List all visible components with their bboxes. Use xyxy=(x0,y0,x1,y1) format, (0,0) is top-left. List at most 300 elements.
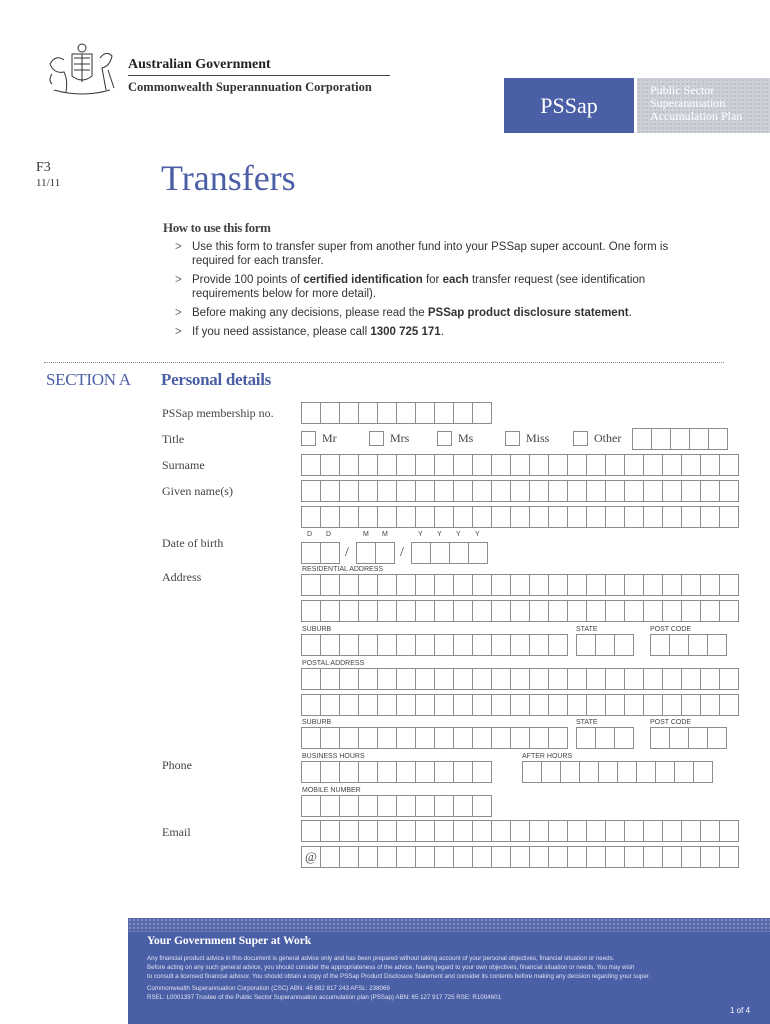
input-cell[interactable] xyxy=(415,480,435,502)
input-cell[interactable] xyxy=(339,506,359,528)
postal-address-input-line-2[interactable] xyxy=(301,694,738,716)
input-cell[interactable] xyxy=(700,454,720,476)
input-cell[interactable] xyxy=(548,634,568,656)
input-cell[interactable] xyxy=(548,846,568,868)
input-cell[interactable] xyxy=(377,820,397,842)
input-cell[interactable] xyxy=(320,506,340,528)
input-cell[interactable] xyxy=(415,574,435,596)
input-cell[interactable] xyxy=(491,668,511,690)
input-cell[interactable] xyxy=(510,454,530,476)
input-cell[interactable] xyxy=(396,600,416,622)
input-cell[interactable] xyxy=(434,727,454,749)
input-cell[interactable] xyxy=(320,820,340,842)
input-cell[interactable] xyxy=(415,727,435,749)
input-cell[interactable] xyxy=(624,506,644,528)
input-cell[interactable] xyxy=(624,668,644,690)
input-cell[interactable] xyxy=(529,574,549,596)
input-cell[interactable] xyxy=(681,600,701,622)
input-cell[interactable] xyxy=(567,694,587,716)
input-cell[interactable] xyxy=(396,761,416,783)
input-cell[interactable] xyxy=(396,820,416,842)
input-cell[interactable] xyxy=(586,846,606,868)
input-cell[interactable] xyxy=(541,761,561,783)
input-cell[interactable] xyxy=(468,542,488,564)
title-mrs-checkbox[interactable] xyxy=(369,431,384,446)
input-cell[interactable] xyxy=(472,454,492,476)
input-cell[interactable] xyxy=(567,668,587,690)
input-cell[interactable] xyxy=(415,846,435,868)
input-cell[interactable] xyxy=(491,634,511,656)
input-cell[interactable] xyxy=(719,694,739,716)
input-cell[interactable] xyxy=(472,634,492,656)
input-cell[interactable] xyxy=(472,727,492,749)
input-cell[interactable] xyxy=(377,506,397,528)
input-cell[interactable] xyxy=(681,668,701,690)
input-cell[interactable] xyxy=(529,506,549,528)
input-cell[interactable] xyxy=(339,454,359,476)
input-cell[interactable] xyxy=(605,574,625,596)
input-cell[interactable] xyxy=(415,402,435,424)
input-cell[interactable] xyxy=(700,820,720,842)
input-cell[interactable] xyxy=(491,574,511,596)
input-cell[interactable] xyxy=(586,600,606,622)
input-cell[interactable] xyxy=(605,668,625,690)
input-cell[interactable] xyxy=(396,574,416,596)
input-cell[interactable] xyxy=(719,600,739,622)
input-cell[interactable] xyxy=(491,600,511,622)
input-cell[interactable] xyxy=(605,820,625,842)
input-cell[interactable] xyxy=(301,480,321,502)
input-cell[interactable] xyxy=(529,727,549,749)
input-cell[interactable] xyxy=(662,694,682,716)
input-cell[interactable] xyxy=(510,694,530,716)
after-hours-phone-input[interactable] xyxy=(522,761,712,783)
input-cell[interactable] xyxy=(669,727,689,749)
input-cell[interactable] xyxy=(708,428,728,450)
input-cell[interactable] xyxy=(491,694,511,716)
input-cell[interactable] xyxy=(453,795,473,817)
title-ms-checkbox[interactable] xyxy=(437,431,452,446)
input-cell[interactable] xyxy=(605,480,625,502)
input-cell[interactable] xyxy=(472,574,492,596)
input-cell[interactable] xyxy=(548,480,568,502)
input-cell[interactable] xyxy=(320,846,340,868)
surname-input[interactable] xyxy=(301,454,738,476)
pds-link[interactable]: PSSap product disclosure statement xyxy=(427,307,629,319)
input-cell[interactable] xyxy=(472,820,492,842)
input-cell[interactable] xyxy=(358,454,378,476)
input-cell[interactable] xyxy=(396,668,416,690)
input-cell[interactable] xyxy=(415,761,435,783)
input-cell[interactable] xyxy=(662,574,682,596)
input-cell[interactable] xyxy=(415,506,435,528)
input-cell[interactable] xyxy=(339,795,359,817)
input-cell[interactable] xyxy=(548,820,568,842)
input-cell[interactable] xyxy=(377,574,397,596)
input-cell[interactable] xyxy=(358,506,378,528)
input-cell[interactable] xyxy=(396,727,416,749)
input-cell[interactable] xyxy=(377,846,397,868)
input-cell[interactable] xyxy=(643,454,663,476)
input-cell[interactable] xyxy=(586,454,606,476)
input-cell[interactable] xyxy=(434,694,454,716)
input-cell[interactable] xyxy=(719,668,739,690)
input-cell[interactable] xyxy=(415,694,435,716)
input-cell[interactable] xyxy=(358,402,378,424)
input-cell[interactable] xyxy=(320,542,340,564)
input-cell[interactable] xyxy=(453,402,473,424)
email-domain-input[interactable] xyxy=(320,846,738,868)
title-other-input[interactable] xyxy=(632,428,727,450)
input-cell[interactable] xyxy=(643,574,663,596)
input-cell[interactable] xyxy=(434,634,454,656)
input-cell[interactable] xyxy=(453,454,473,476)
input-cell[interactable] xyxy=(453,846,473,868)
input-cell[interactable] xyxy=(700,846,720,868)
input-cell[interactable] xyxy=(643,820,663,842)
input-cell[interactable] xyxy=(491,846,511,868)
input-cell[interactable] xyxy=(632,428,652,450)
input-cell[interactable] xyxy=(358,727,378,749)
input-cell[interactable] xyxy=(548,574,568,596)
given-names-input-line-2[interactable] xyxy=(301,506,738,528)
input-cell[interactable] xyxy=(510,506,530,528)
postal-postcode-input[interactable] xyxy=(650,727,726,749)
input-cell[interactable] xyxy=(662,600,682,622)
input-cell[interactable] xyxy=(320,574,340,596)
input-cell[interactable] xyxy=(681,454,701,476)
input-cell[interactable] xyxy=(356,542,376,564)
input-cell[interactable] xyxy=(674,761,694,783)
input-cell[interactable] xyxy=(358,795,378,817)
input-cell[interactable] xyxy=(358,846,378,868)
input-cell[interactable] xyxy=(567,454,587,476)
input-cell[interactable] xyxy=(453,634,473,656)
input-cell[interactable] xyxy=(624,454,644,476)
postal-suburb-input[interactable] xyxy=(301,727,567,749)
input-cell[interactable] xyxy=(548,600,568,622)
input-cell[interactable] xyxy=(301,402,321,424)
input-cell[interactable] xyxy=(320,600,340,622)
input-cell[interactable] xyxy=(491,506,511,528)
input-cell[interactable] xyxy=(662,820,682,842)
email-input[interactable] xyxy=(301,820,738,842)
input-cell[interactable] xyxy=(586,694,606,716)
input-cell[interactable] xyxy=(472,795,492,817)
input-cell[interactable] xyxy=(434,480,454,502)
input-cell[interactable] xyxy=(650,634,670,656)
input-cell[interactable] xyxy=(320,694,340,716)
input-cell[interactable] xyxy=(605,600,625,622)
input-cell[interactable] xyxy=(567,600,587,622)
input-cell[interactable] xyxy=(662,480,682,502)
input-cell[interactable] xyxy=(605,694,625,716)
input-cell[interactable] xyxy=(301,506,321,528)
input-cell[interactable] xyxy=(719,574,739,596)
input-cell[interactable] xyxy=(472,694,492,716)
input-cell[interactable] xyxy=(586,820,606,842)
input-cell[interactable] xyxy=(681,694,701,716)
input-cell[interactable] xyxy=(605,506,625,528)
input-cell[interactable] xyxy=(358,480,378,502)
input-cell[interactable] xyxy=(339,727,359,749)
input-cell[interactable] xyxy=(681,574,701,596)
input-cell[interactable] xyxy=(377,727,397,749)
input-cell[interactable] xyxy=(358,668,378,690)
input-cell[interactable] xyxy=(377,795,397,817)
input-cell[interactable] xyxy=(339,480,359,502)
input-cell[interactable] xyxy=(700,600,720,622)
input-cell[interactable] xyxy=(491,727,511,749)
state-input[interactable] xyxy=(576,634,633,656)
input-cell[interactable] xyxy=(358,761,378,783)
input-cell[interactable] xyxy=(529,820,549,842)
input-cell[interactable] xyxy=(510,727,530,749)
input-cell[interactable] xyxy=(586,574,606,596)
input-cell[interactable] xyxy=(396,506,416,528)
input-cell[interactable] xyxy=(320,634,340,656)
input-cell[interactable] xyxy=(567,846,587,868)
input-cell[interactable] xyxy=(651,428,671,450)
input-cell[interactable] xyxy=(411,542,431,564)
input-cell[interactable] xyxy=(301,454,321,476)
input-cell[interactable] xyxy=(548,668,568,690)
postal-address-input[interactable] xyxy=(301,668,738,690)
input-cell[interactable] xyxy=(681,820,701,842)
input-cell[interactable] xyxy=(358,600,378,622)
input-cell[interactable] xyxy=(377,402,397,424)
input-cell[interactable] xyxy=(529,846,549,868)
input-cell[interactable] xyxy=(624,820,644,842)
input-cell[interactable] xyxy=(472,668,492,690)
input-cell[interactable] xyxy=(510,846,530,868)
input-cell[interactable] xyxy=(529,668,549,690)
mobile-phone-input[interactable] xyxy=(301,795,491,817)
input-cell[interactable] xyxy=(301,727,321,749)
input-cell[interactable] xyxy=(415,454,435,476)
input-cell[interactable] xyxy=(339,694,359,716)
input-cell[interactable] xyxy=(529,634,549,656)
input-cell[interactable] xyxy=(491,480,511,502)
residential-address-input-line-2[interactable] xyxy=(301,600,738,622)
input-cell[interactable] xyxy=(567,820,587,842)
input-cell[interactable] xyxy=(700,506,720,528)
input-cell[interactable] xyxy=(339,600,359,622)
input-cell[interactable] xyxy=(434,846,454,868)
input-cell[interactable] xyxy=(434,454,454,476)
input-cell[interactable] xyxy=(377,668,397,690)
input-cell[interactable] xyxy=(377,480,397,502)
input-cell[interactable] xyxy=(707,727,727,749)
input-cell[interactable] xyxy=(598,761,618,783)
input-cell[interactable] xyxy=(655,761,675,783)
input-cell[interactable] xyxy=(472,761,492,783)
input-cell[interactable] xyxy=(693,761,713,783)
input-cell[interactable] xyxy=(320,668,340,690)
input-cell[interactable] xyxy=(662,454,682,476)
input-cell[interactable] xyxy=(358,574,378,596)
input-cell[interactable] xyxy=(301,761,321,783)
input-cell[interactable] xyxy=(643,506,663,528)
input-cell[interactable] xyxy=(689,428,709,450)
input-cell[interactable] xyxy=(377,694,397,716)
postal-state-input[interactable] xyxy=(576,727,633,749)
input-cell[interactable] xyxy=(576,727,596,749)
input-cell[interactable] xyxy=(670,428,690,450)
input-cell[interactable] xyxy=(301,542,321,564)
input-cell[interactable] xyxy=(415,795,435,817)
input-cell[interactable] xyxy=(415,600,435,622)
input-cell[interactable] xyxy=(415,668,435,690)
input-cell[interactable] xyxy=(301,574,321,596)
input-cell[interactable] xyxy=(453,600,473,622)
input-cell[interactable] xyxy=(579,761,599,783)
input-cell[interactable] xyxy=(681,846,701,868)
input-cell[interactable] xyxy=(375,542,395,564)
input-cell[interactable] xyxy=(301,668,321,690)
input-cell[interactable] xyxy=(529,454,549,476)
input-cell[interactable] xyxy=(688,634,708,656)
input-cell[interactable] xyxy=(510,480,530,502)
input-cell[interactable] xyxy=(700,694,720,716)
input-cell[interactable] xyxy=(358,820,378,842)
input-cell[interactable] xyxy=(719,480,739,502)
input-cell[interactable] xyxy=(472,402,492,424)
input-cell[interactable] xyxy=(595,727,615,749)
input-cell[interactable] xyxy=(396,795,416,817)
input-cell[interactable] xyxy=(719,846,739,868)
input-cell[interactable] xyxy=(339,634,359,656)
input-cell[interactable] xyxy=(434,668,454,690)
input-cell[interactable] xyxy=(377,600,397,622)
input-cell[interactable] xyxy=(586,506,606,528)
input-cell[interactable] xyxy=(301,795,321,817)
input-cell[interactable] xyxy=(605,454,625,476)
input-cell[interactable] xyxy=(449,542,469,564)
input-cell[interactable] xyxy=(624,574,644,596)
input-cell[interactable] xyxy=(434,795,454,817)
input-cell[interactable] xyxy=(681,480,701,502)
input-cell[interactable] xyxy=(339,761,359,783)
input-cell[interactable] xyxy=(681,506,701,528)
input-cell[interactable] xyxy=(510,600,530,622)
input-cell[interactable] xyxy=(320,727,340,749)
input-cell[interactable] xyxy=(529,694,549,716)
input-cell[interactable] xyxy=(719,454,739,476)
input-cell[interactable] xyxy=(643,480,663,502)
input-cell[interactable] xyxy=(434,506,454,528)
input-cell[interactable] xyxy=(576,634,596,656)
input-cell[interactable] xyxy=(719,506,739,528)
input-cell[interactable] xyxy=(301,634,321,656)
input-cell[interactable] xyxy=(510,634,530,656)
input-cell[interactable] xyxy=(636,761,656,783)
input-cell[interactable] xyxy=(548,727,568,749)
input-cell[interactable] xyxy=(472,506,492,528)
input-cell[interactable] xyxy=(396,454,416,476)
input-cell[interactable] xyxy=(430,542,450,564)
input-cell[interactable] xyxy=(586,480,606,502)
input-cell[interactable] xyxy=(700,668,720,690)
input-cell[interactable] xyxy=(415,634,435,656)
input-cell[interactable] xyxy=(453,727,473,749)
input-cell[interactable] xyxy=(396,480,416,502)
input-cell[interactable] xyxy=(548,506,568,528)
input-cell[interactable] xyxy=(472,846,492,868)
input-cell[interactable] xyxy=(434,820,454,842)
input-cell[interactable] xyxy=(624,480,644,502)
input-cell[interactable] xyxy=(434,574,454,596)
input-cell[interactable] xyxy=(586,668,606,690)
given-names-input[interactable] xyxy=(301,480,738,502)
postcode-input[interactable] xyxy=(650,634,726,656)
input-cell[interactable] xyxy=(510,668,530,690)
title-mr-checkbox[interactable] xyxy=(301,431,316,446)
input-cell[interactable] xyxy=(614,727,634,749)
input-cell[interactable] xyxy=(434,761,454,783)
input-cell[interactable] xyxy=(510,574,530,596)
input-cell[interactable] xyxy=(719,820,739,842)
input-cell[interactable] xyxy=(510,820,530,842)
input-cell[interactable] xyxy=(567,574,587,596)
input-cell[interactable] xyxy=(662,846,682,868)
input-cell[interactable] xyxy=(377,454,397,476)
membership-input[interactable] xyxy=(301,402,491,424)
input-cell[interactable] xyxy=(434,402,454,424)
input-cell[interactable] xyxy=(529,600,549,622)
input-cell[interactable] xyxy=(472,600,492,622)
input-cell[interactable] xyxy=(662,506,682,528)
input-cell[interactable] xyxy=(595,634,615,656)
input-cell[interactable] xyxy=(396,402,416,424)
input-cell[interactable] xyxy=(396,846,416,868)
input-cell[interactable] xyxy=(453,480,473,502)
input-cell[interactable] xyxy=(377,761,397,783)
business-phone-input[interactable] xyxy=(301,761,491,783)
input-cell[interactable] xyxy=(624,846,644,868)
input-cell[interactable] xyxy=(669,634,689,656)
input-cell[interactable] xyxy=(339,574,359,596)
input-cell[interactable] xyxy=(396,634,416,656)
input-cell[interactable] xyxy=(339,668,359,690)
input-cell[interactable] xyxy=(650,727,670,749)
input-cell[interactable] xyxy=(688,727,708,749)
input-cell[interactable] xyxy=(320,795,340,817)
input-cell[interactable] xyxy=(320,480,340,502)
input-cell[interactable] xyxy=(453,668,473,690)
input-cell[interactable] xyxy=(320,761,340,783)
input-cell[interactable] xyxy=(662,668,682,690)
input-cell[interactable] xyxy=(377,634,397,656)
input-cell[interactable] xyxy=(567,480,587,502)
input-cell[interactable] xyxy=(548,694,568,716)
input-cell[interactable] xyxy=(643,668,663,690)
title-miss-checkbox[interactable] xyxy=(505,431,520,446)
input-cell[interactable] xyxy=(700,480,720,502)
input-cell[interactable] xyxy=(339,402,359,424)
title-other-checkbox[interactable] xyxy=(573,431,588,446)
input-cell[interactable] xyxy=(491,454,511,476)
input-cell[interactable] xyxy=(529,480,549,502)
input-cell[interactable] xyxy=(320,402,340,424)
input-cell[interactable] xyxy=(522,761,542,783)
input-cell[interactable] xyxy=(491,820,511,842)
input-cell[interactable] xyxy=(643,600,663,622)
input-cell[interactable] xyxy=(453,694,473,716)
input-cell[interactable] xyxy=(707,634,727,656)
input-cell[interactable] xyxy=(472,480,492,502)
input-cell[interactable] xyxy=(624,694,644,716)
